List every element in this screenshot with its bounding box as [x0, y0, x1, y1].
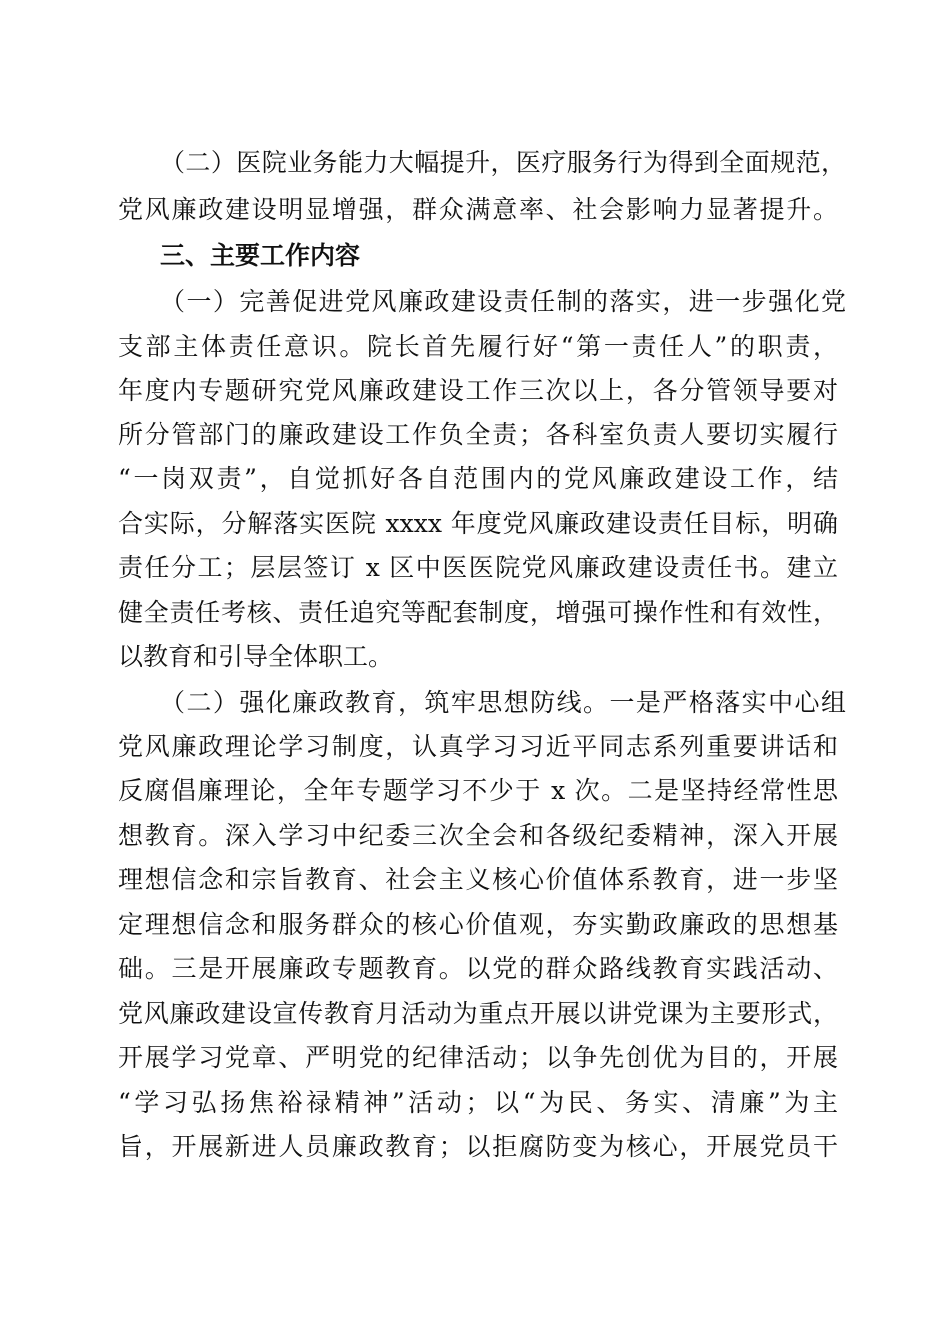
- item-1-line-1: （一）完善促进党风廉政建设责任制的落实，进一步强化党: [160, 287, 846, 316]
- item-2-line-6: 定理想信念和服务群众的核心价值观，夯实勤政廉政的思想基: [118, 910, 838, 939]
- item-1-line-6: 合实际，分解落实医院 xxxx 年度党风廉政建设责任目标，明确: [118, 509, 838, 538]
- item-2-line-4: 想教育。深入学习中纪委三次全会和各级纪委精神，深入开展: [118, 821, 838, 850]
- item-2-line-8: 党风廉政建设宣传教育月活动为重点开展以讲党课为主要形式，: [118, 999, 838, 1028]
- item-2-line-5: 理想信念和宗旨教育、社会主义核心价值体系教育，进一步坚: [118, 865, 838, 894]
- item-1-line-7: 责任分工；层层签订 x 区中医医院党风廉政建设责任书。建立: [118, 553, 838, 582]
- item-1-line-4: 所分管部门的廉政建设工作负全责；各科室负责人要切实履行: [118, 420, 838, 449]
- item-1-line-9: 以教育和引导全体职工。: [118, 642, 394, 671]
- para-2-line-1: （二）医院业务能力大幅提升，医疗服务行为得到全面规范，: [160, 148, 846, 177]
- item-1-line-5: “一岗双责”，自觉抓好各自范围内的党风廉政建设工作，结: [118, 464, 838, 493]
- item-2-line-10: “学习弘扬焦裕禄精神”活动；以“为民、务实、清廉”为主: [118, 1088, 838, 1117]
- item-2-line-9: 开展学习党章、严明党的纪律活动；以争先创优为目的，开展: [118, 1043, 838, 1072]
- item-1-line-2: 支部主体责任意识。院长首先履行好“第一责任人”的职责，: [118, 332, 838, 361]
- item-2-line-3: 反腐倡廉理论，全年专题学习不少于 x 次。二是坚持经常性思: [118, 776, 838, 805]
- item-1-line-8: 健全责任考核、责任追究等配套制度，增强可操作性和有效性，: [118, 598, 838, 627]
- item-2-line-2: 党风廉政理论学习制度，认真学习习近平同志系列重要讲话和: [118, 732, 838, 761]
- item-2-line-1: （二）强化廉政教育，筑牢思想防线。一是严格落实中心组: [160, 688, 846, 717]
- item-2-line-7: 础。三是开展廉政专题教育。以党的群众路线教育实践活动、: [118, 954, 838, 983]
- item-2-line-11: 旨，开展新进人员廉政教育；以拒腐防变为核心，开展党员干: [118, 1132, 838, 1161]
- para-2-line-2: 党风廉政建设明显增强，群众满意率、社会影响力显著提升。: [118, 195, 838, 224]
- item-1-line-3: 年度内专题研究党风廉政建设工作三次以上，各分管领导要对: [118, 376, 838, 405]
- section-3-heading: 三、主要工作内容: [160, 241, 361, 270]
